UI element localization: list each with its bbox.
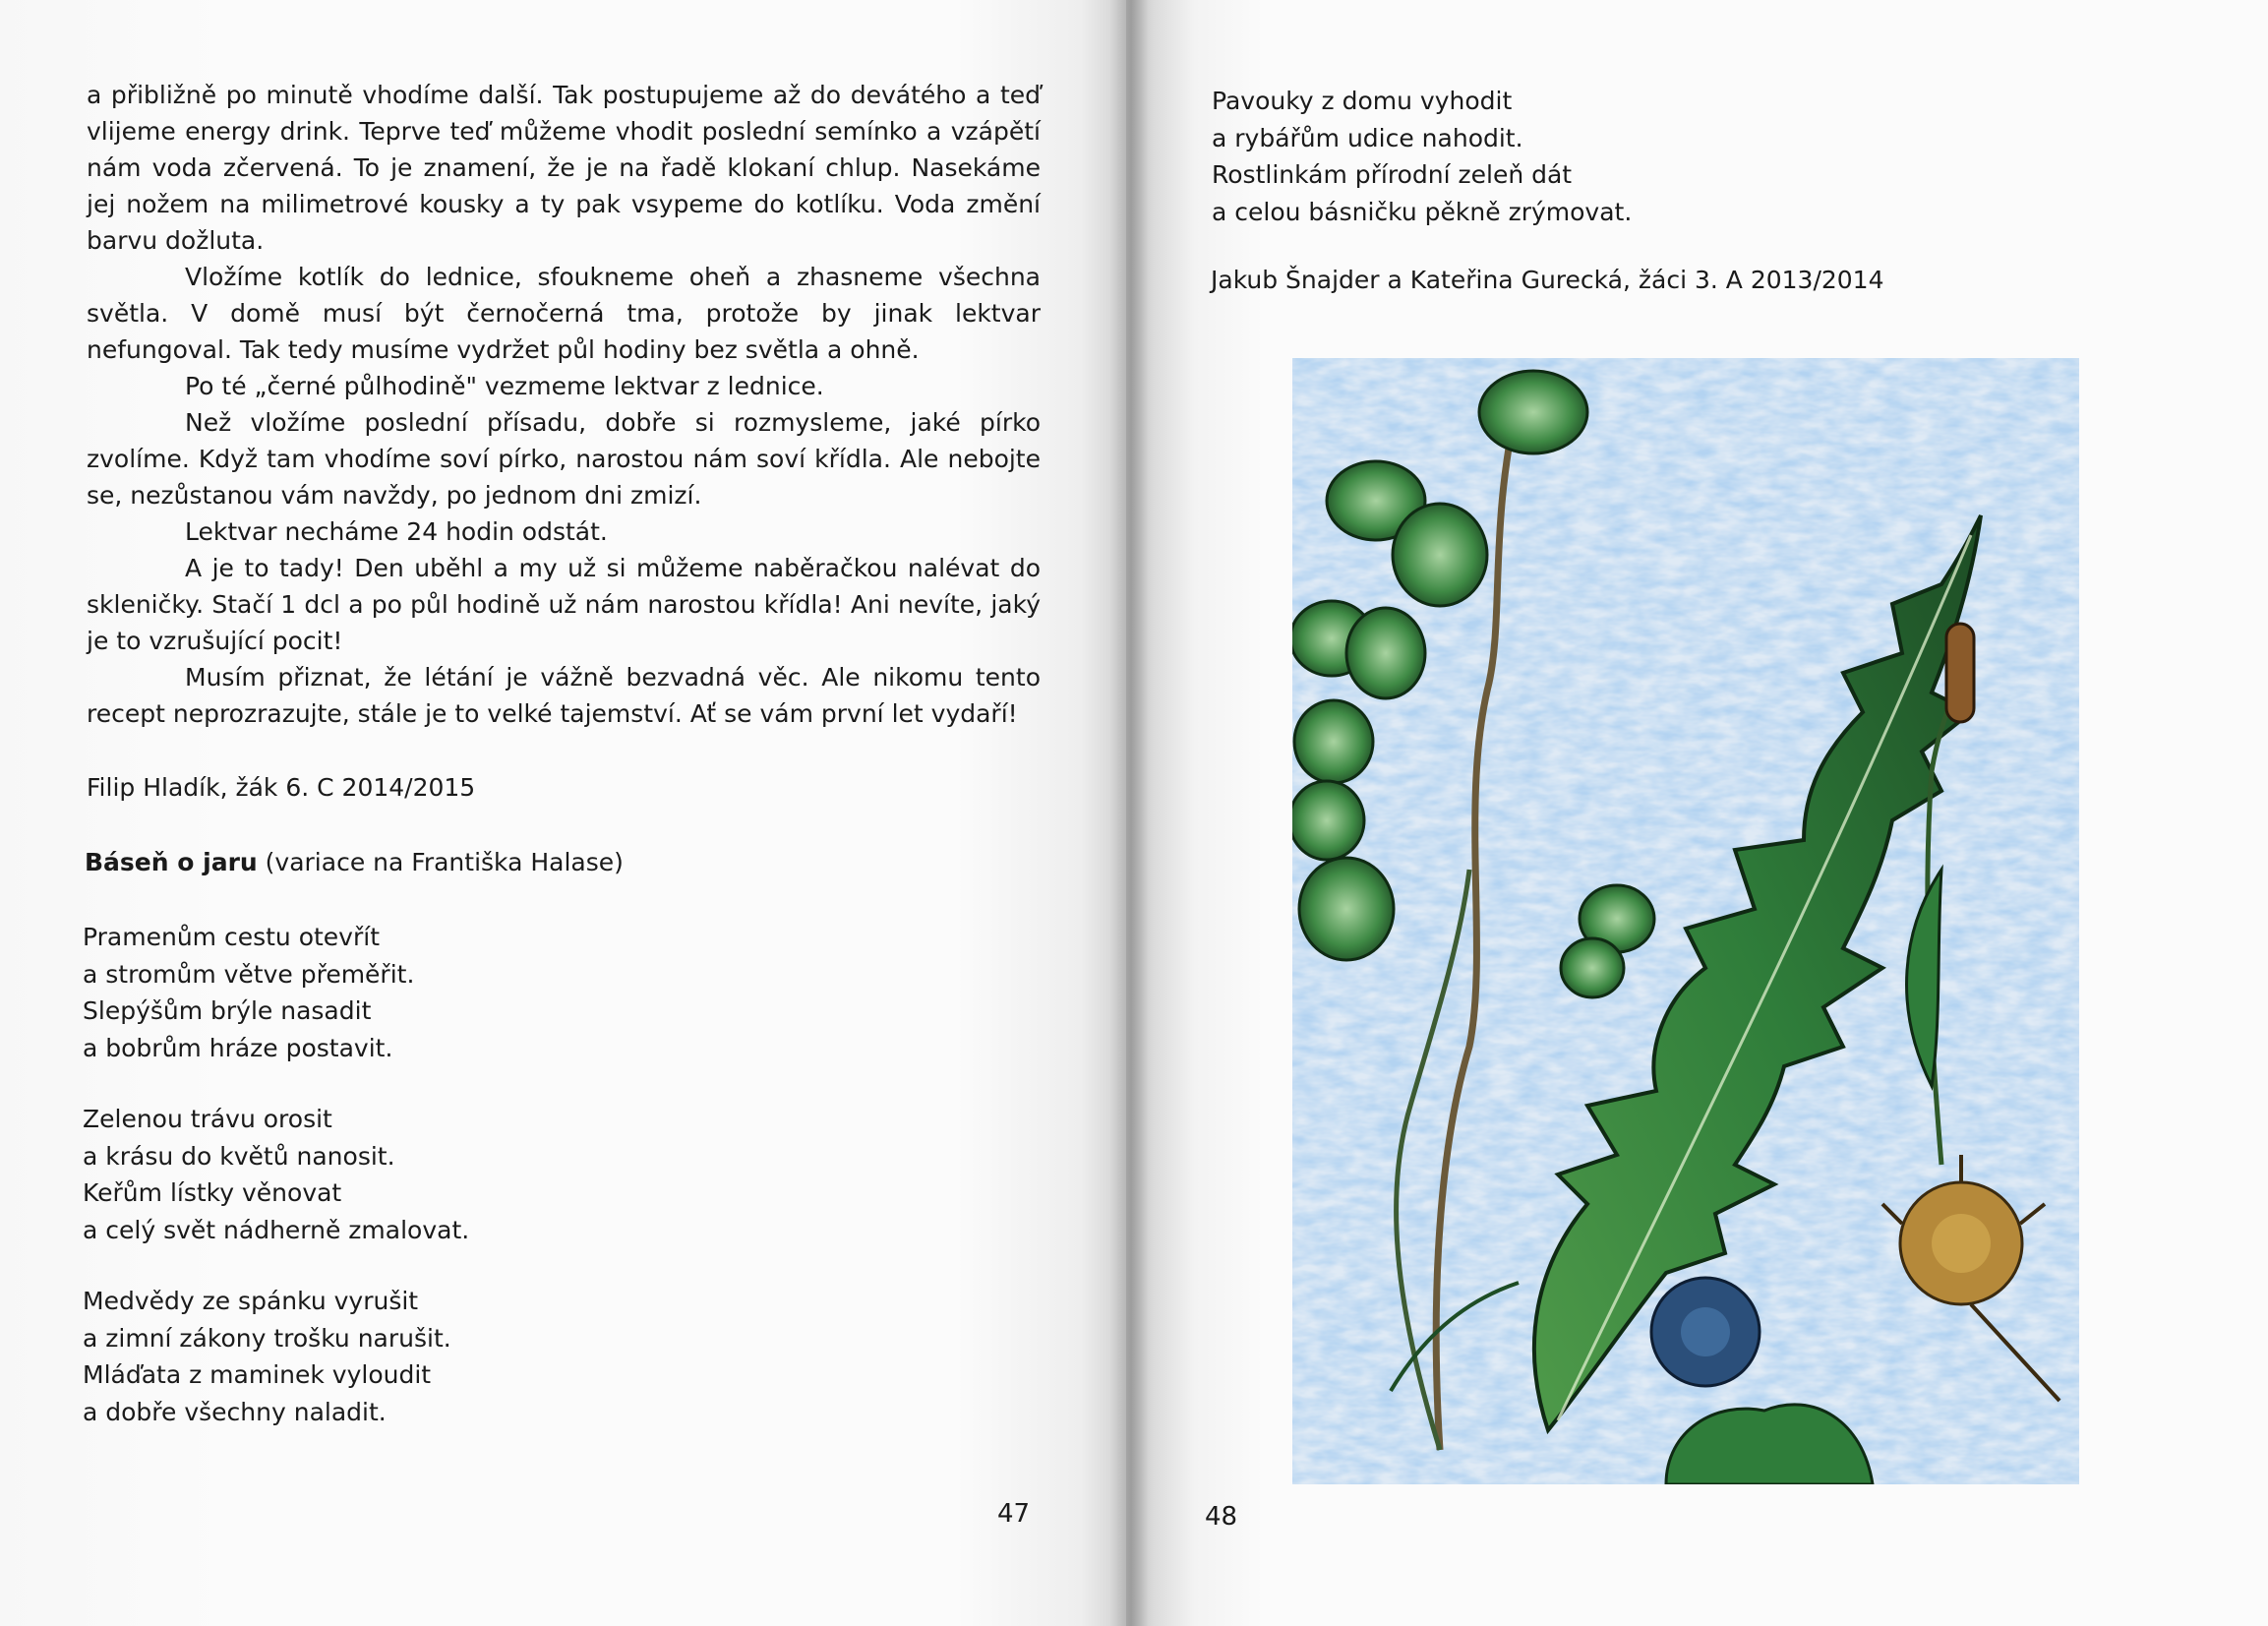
poem-stanza-4 — [1212, 83, 1632, 230]
page-number-left: 47 — [997, 1499, 1031, 1529]
verse-line: a bobrům hráze postavit. — [83, 1033, 393, 1062]
paragraph: Musím přiznat, že létání je vážně bezvadná věc. Ale nikomu tento recept neprozrazujte, stále je to velké tajemství. Ať se vám první let vydaří! — [87, 663, 1041, 728]
round-leaf — [1299, 858, 1394, 960]
verse-line: a stromům větve přeměřit. — [83, 959, 415, 989]
verse-line: Mláďata z maminek vyloudit — [83, 1360, 432, 1389]
verse-line: a celý svět nádherně zmalovat. — [83, 1215, 470, 1244]
book-gutter — [1109, 0, 1149, 1626]
paragraph: Než vložíme poslední přísadu, dobře si rozmysleme, jaké pírko zvolíme. Když tam vhodíme soví pírko, narostou nám soví křídla. Ale nebojte se, nezůstanou vám navždy, po jednom dni zmizí. — [87, 408, 1041, 510]
verse-line: Pavouky z domu vyhodit — [1212, 87, 1513, 115]
verse-line: Zelenou trávu orosit — [83, 1105, 332, 1133]
poem-stanza-3 — [83, 1283, 451, 1430]
spring-plant-illustration — [1292, 358, 2079, 1484]
poem-title — [85, 848, 624, 876]
verse-line: a krásu do květů nanosit. — [83, 1141, 395, 1171]
round-leaf — [1294, 700, 1373, 783]
paragraph: Po té „černé půlhodině" vezmeme lektvar z lednice. — [185, 372, 824, 400]
page-number-right: 48 — [1205, 1502, 1238, 1532]
verse-line: Keřům lístky věnovat — [83, 1178, 342, 1207]
verse-line: Pramenům cestu otevřít — [83, 923, 381, 951]
round-leaf — [1292, 781, 1364, 860]
round-leaf — [1479, 371, 1587, 453]
verse-line: a celou básničku pěkně zrýmovat. — [1212, 197, 1633, 226]
poem-stanza-2 — [83, 1101, 469, 1248]
round-leaf — [1346, 608, 1425, 698]
paragraph: Lektvar necháme 24 hodin odstát. — [185, 517, 608, 546]
author-credit-right: Jakub Šnajder a Kateřina Gurecká, žáci 3. A 2013/2014 — [1211, 266, 1884, 294]
cattail-head — [1946, 624, 1974, 722]
verse-line: a dobře všechny naladit. — [83, 1397, 387, 1426]
left-page — [0, 0, 1126, 1626]
prose-text — [87, 77, 1041, 732]
verse-line: Medvědy ze spánku vyrušit — [83, 1287, 419, 1315]
verse-line: a rybářům udice nahodit. — [1212, 123, 1523, 152]
poem-title-subtitle: (variace na Františka Halase) — [257, 848, 624, 876]
verse-line: Slepýšům brýle nasadit — [83, 996, 372, 1025]
round-leaf — [1393, 504, 1487, 606]
round-leaf — [1561, 938, 1624, 997]
poem-title-bold: Báseň o jaru — [85, 848, 258, 876]
poem-stanza-1 — [83, 919, 414, 1066]
blue-flower — [1651, 1278, 1760, 1386]
author-credit-left: Filip Hladík, žák 6. C 2014/2015 — [87, 773, 476, 802]
verse-line: Rostlinkám přírodní zeleň dát — [1212, 160, 1573, 189]
paragraph: Vložíme kotlík do lednice, sfoukneme oheň a zhasneme všechna světla. V domě musí být černočerná tma, protože by jinak lektvar nefungoval. Tak tedy musíme vydržet půl hodiny bez světla a ohně. — [87, 263, 1041, 364]
paragraph: A je to tady! Den uběhl a my už si můžeme naběračkou nalévat do skleničky. Stačí 1 dcl a po půl hodině už nám narostou křídla! Ani nevíte, jaký je to vzrušující pocit! — [87, 554, 1041, 655]
paragraph: a přibližně po minutě vhodíme další. Tak postupujeme až do devátého a teď vlijeme energy drink. Teprve teď můžeme vhodit poslední semínko a vzápětí nám voda zčervená. To je znamení, že je na řadě klokaní chlup. Nasekáme jej nožem na milimetrové kousky a ty pak vsypeme do kotlíku. Voda změní barvu dožluta. — [87, 81, 1041, 255]
verse-line: a zimní zákony trošku narušit. — [83, 1323, 451, 1353]
